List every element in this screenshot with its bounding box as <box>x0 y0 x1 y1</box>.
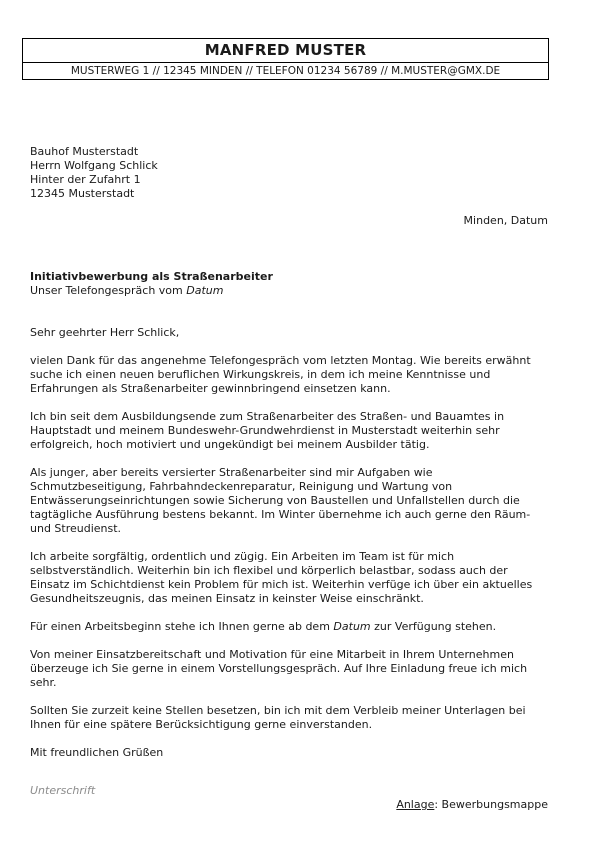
subject-block <box>30 270 273 298</box>
start-date-text-before: Für einen Arbeitsbeginn stehe ich Ihnen gerne ab dem <box>30 620 334 633</box>
attachment-note <box>396 798 548 812</box>
attachment-text: : Bewerbungsmappe <box>434 798 548 811</box>
body-paragraph: Ich arbeite sorgfältig, ordentlich und zügig. Ein Arbeiten im Team ist für mich selbstverständlich. Weiterhin bin ich flexibel und körperlich belastbar, sodass auch der Einsatz im Schichtdienst kein Problem für mich ist. Weiterhin verfüge ich über ein aktuelles Gesundheitszeugnis, das meinen Einsatz in keinster Weise einschränkt. <box>30 550 533 605</box>
sender-name: MANFRED MUSTER <box>23 39 548 63</box>
recipient-line: Hinter der Zufahrt 1 <box>30 173 141 186</box>
subject-reference <box>30 284 273 298</box>
recipient-address <box>30 145 158 201</box>
body-paragraph: Von meiner Einsatzbereitschaft und Motivation für eine Mitarbeit in Ihrem Unternehmen überzeuge ich Sie gerne in einem Vorstellungsgespräch. Auf Ihre Einladung freue ich mich sehr. <box>30 648 528 689</box>
subject-reference-date: Datum <box>186 284 224 297</box>
body-paragraph: Ich bin seit dem Ausbildungsende zum Straßenarbeiter des Straßen- und Bauamtes in Hauptstadt und meinem Bundeswehr-Grundwehrdienst in Musterstadt weiterhin sehr erfolgreich, hoch motiviert und ungekündigt bei meinem Ausbilder tätig. <box>30 410 505 451</box>
sender-contact: MUSTERWEG 1 // 12345 MINDEN // TELEFON 01234 56789 // M.MUSTER@GMX.DE <box>70 65 501 77</box>
start-date-text-after: zur Verfügung stehen. <box>370 620 497 633</box>
signature-placeholder: Unterschrift <box>30 784 96 797</box>
salutation: Sehr geehrter Herr Schlick, <box>30 326 180 339</box>
place-date: Minden, Datum <box>463 214 548 227</box>
body-paragraph: Als junger, aber bereits versierter Straßenarbeiter sind mir Aufgaben wie Schmutzbeseitigung, Fahrbahndeckenreparatur, Reinigung und Wartung von Entwässerungseinrichtungen sowie Sicherung von Baustellen und Unfallstellen durch die tagtägliche Ausführung bestens bekannt. Im Winter übernehme ich auch gerne den Räum- und Streudienst. <box>30 466 531 535</box>
attachment-label: Anlage <box>396 798 435 811</box>
subject-title: Initiativbewerbung als Straßenarbeiter <box>30 270 273 283</box>
recipient-line: Herrn Wolfgang Schlick <box>30 159 158 172</box>
start-date-paragraph <box>30 620 550 634</box>
start-date-value: Datum <box>333 620 371 633</box>
recipient-line: 12345 Musterstadt <box>30 187 135 200</box>
body-paragraph: Sollten Sie zurzeit keine Stellen besetzen, bin ich mit dem Verbleib meiner Unterlagen bei Ihnen für eine spätere Berücksichtigung gerne einverstanden. <box>30 704 526 731</box>
recipient-line: Bauhof Musterstadt <box>30 145 139 158</box>
letterhead <box>22 38 549 80</box>
letter-body <box>30 326 550 774</box>
body-paragraph: vielen Dank für das angenehme Telefongespräch vom letzten Montag. Wie bereits erwähnt suche ich einen neuen beruflichen Wirkungskreis, in dem ich meine Kenntnisse und Erfahrungen als Straßenarbeiter gewinnbringend einsetzen kann. <box>30 354 531 395</box>
closing: Mit freundlichen Grüßen <box>30 746 164 759</box>
subject-reference-text: Unser Telefongespräch vom <box>30 284 187 297</box>
